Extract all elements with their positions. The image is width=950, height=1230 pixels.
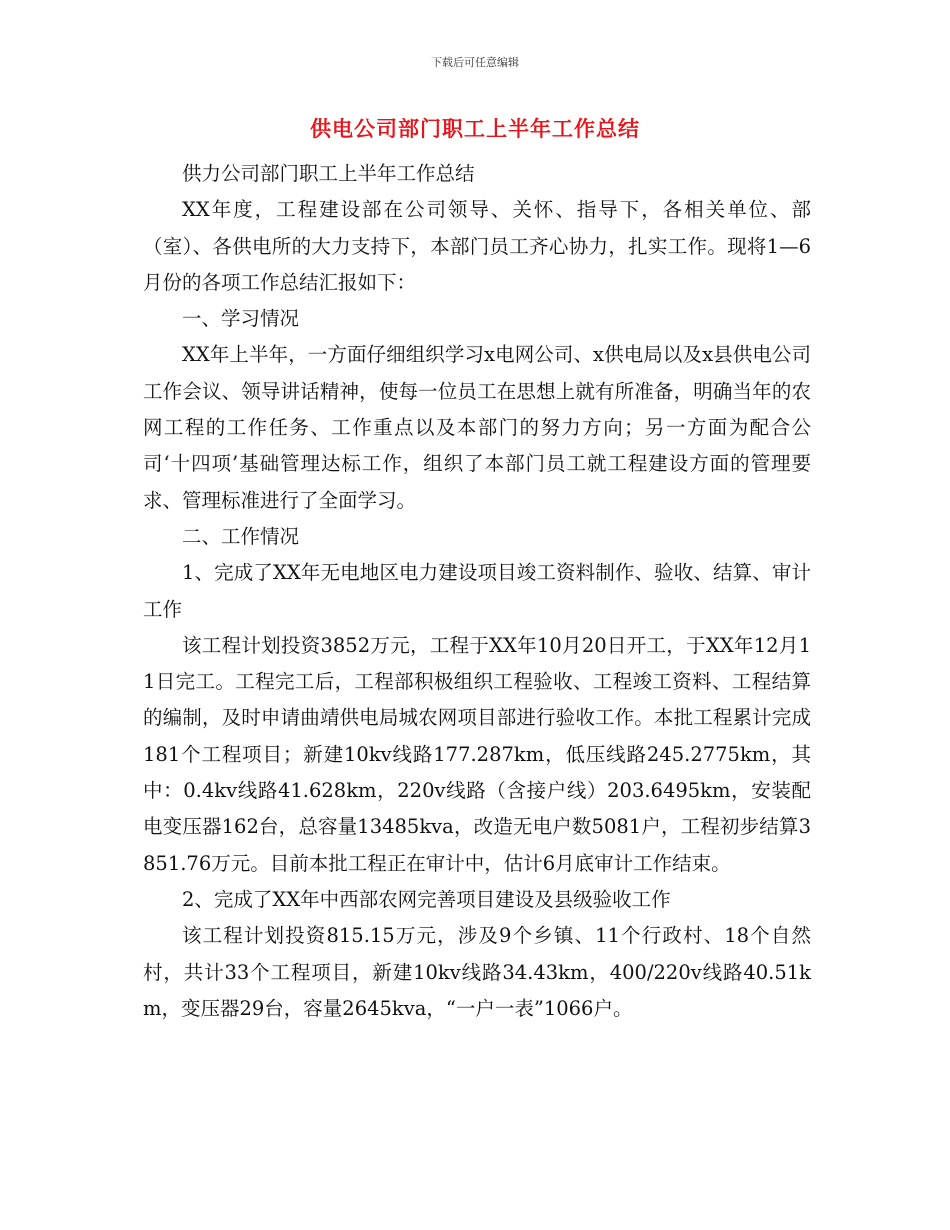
paragraph-subtitle: 供力公司部门职工上半年工作总结 xyxy=(182,162,475,185)
page-header-note: 下载后可任意编辑 xyxy=(431,56,519,69)
work-item-2-detail: 该工程计划投资815.15万元，涉及9个乡镇、11个行政村、18个自然村，共计33个工程项目，新建10kv线路34.43km，400/220v线路40.51km，变压器29台，容量2645kva，“一户一表”1066户。 xyxy=(143,924,811,1020)
work-item-1-heading: 1、完成了XX年无电地区电力建设项目竣工资料制作、验收、结算、审计工作 xyxy=(143,561,811,621)
section-heading-work: 二、工作情况 xyxy=(182,524,300,548)
document-body xyxy=(143,156,811,1027)
document-title: 供电公司部门职工上半年工作总结 xyxy=(310,117,640,141)
paragraph-intro: XX年度，工程建设部在公司领导、关怀、指导下，各相关单位、部（室）、各供电所的大力支持下，本部门员工齐心协力，扎实工作。现将1—6月份的各项工作总结汇报如下： xyxy=(143,198,811,294)
section-heading-study: 一、学习情况 xyxy=(182,307,300,331)
work-item-2-heading: 2、完成了XX年中西部农网完善项目建设及县级验收工作 xyxy=(182,887,671,911)
paragraph-study: XX年上半年，一方面仔细组织学习x电网公司、x供电局以及x县供电公司工作会议、领导讲话精神，使每一位员工在思想上就有所准备，明确当年的农网工程的工作任务、工作重点以及本部门的努力方向；另一方面为配合公司‘十四项’基础管理达标工作，组织了本部门员工就工程建设方面的管理要求、管理标准进行了全面学习。 xyxy=(143,343,811,512)
work-item-1-detail: 该工程计划投资3852万元，工程于XX年10月20日开工，于XX年12月11日完工。工程完工后，工程部积极组织工程验收、工程竣工资料、工程结算的编制，及时申请曲靖供电局城农网项目部进行验收工作。本批工程累计完成181个工程项目；新建10kv线路177.287km，低压线路245.2775km，其中：0.4kv线路41.628km，220v线路（含接户线）203.6495km，安装配电变压器162台，总容量13485kva，改造无电户数5081户，工程初步结算3851.76万元。目前本批工程正在审计中，估计6月底审计工作结束。 xyxy=(143,633,812,875)
